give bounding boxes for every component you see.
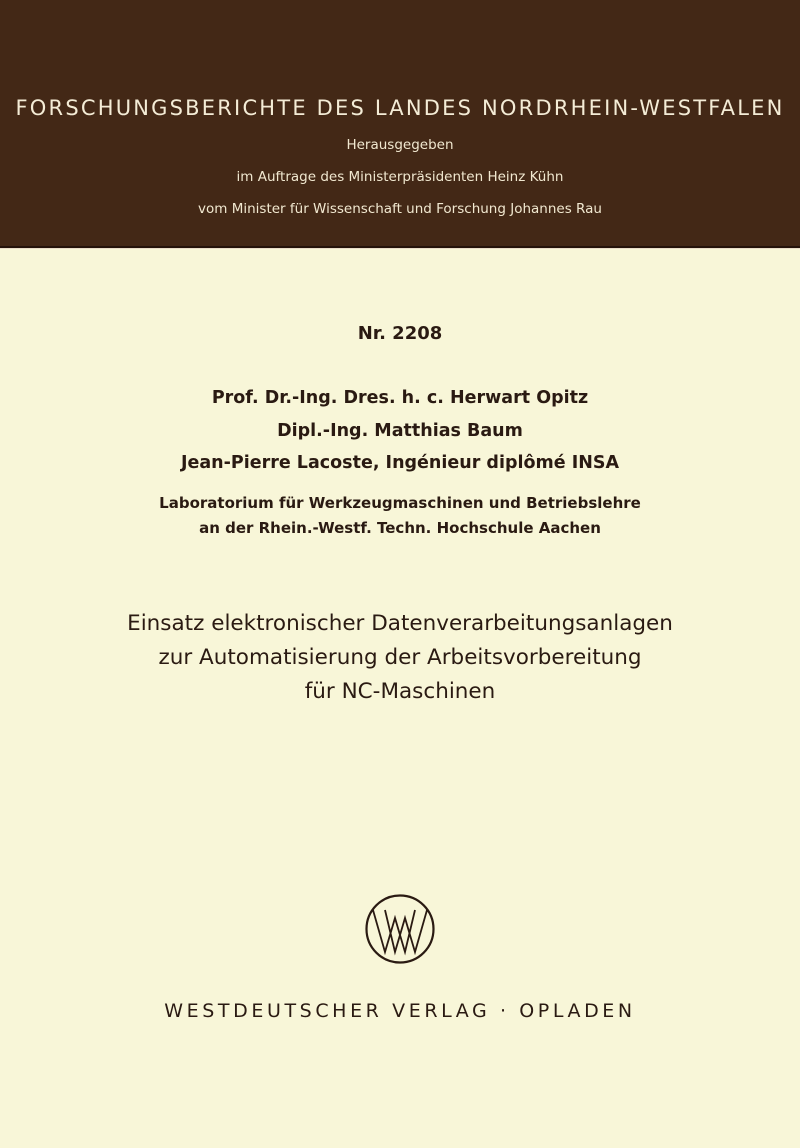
author-baum: Dipl.-Ing. Matthias Baum (277, 421, 523, 441)
editor-line-commission: im Auftrage des Ministerpräsidenten Heinz Kühn (236, 169, 564, 185)
editor-line-minister: vom Minister für Wissenschaft und Forschung Johannes Rau (198, 201, 602, 217)
publisher-name: WESTDEUTSCHER VERLAG · OPLADEN (164, 1000, 636, 1022)
series-title: FORSCHUNGSBERICHTE DES LANDES NORDRHEIN-WESTFALEN (15, 96, 785, 120)
report-number: Nr. 2208 (357, 323, 443, 344)
publisher-logo-icon (364, 893, 436, 965)
author-opitz: Prof. Dr.-Ing. Dres. h. c. Herwart Opitz (211, 388, 589, 408)
title-line-1: Einsatz elektronischer Datenverarbeitungsanlagen (127, 611, 673, 636)
author-lacoste: Jean-Pierre Lacoste, Ingénieur diplômé INSA (180, 453, 620, 473)
institution-line-1: Laboratorium für Werkzeugmaschinen und Betriebslehre (159, 494, 641, 512)
title-line-3: für NC-Maschinen (304, 679, 496, 704)
institution-line-2: an der Rhein.-Westf. Techn. Hochschule Aachen (199, 519, 601, 537)
editor-line-published: Herausgegeben (346, 137, 454, 153)
title-line-2: zur Automatisierung der Arbeitsvorbereitung (158, 645, 642, 670)
header-band-edge (0, 248, 800, 249)
